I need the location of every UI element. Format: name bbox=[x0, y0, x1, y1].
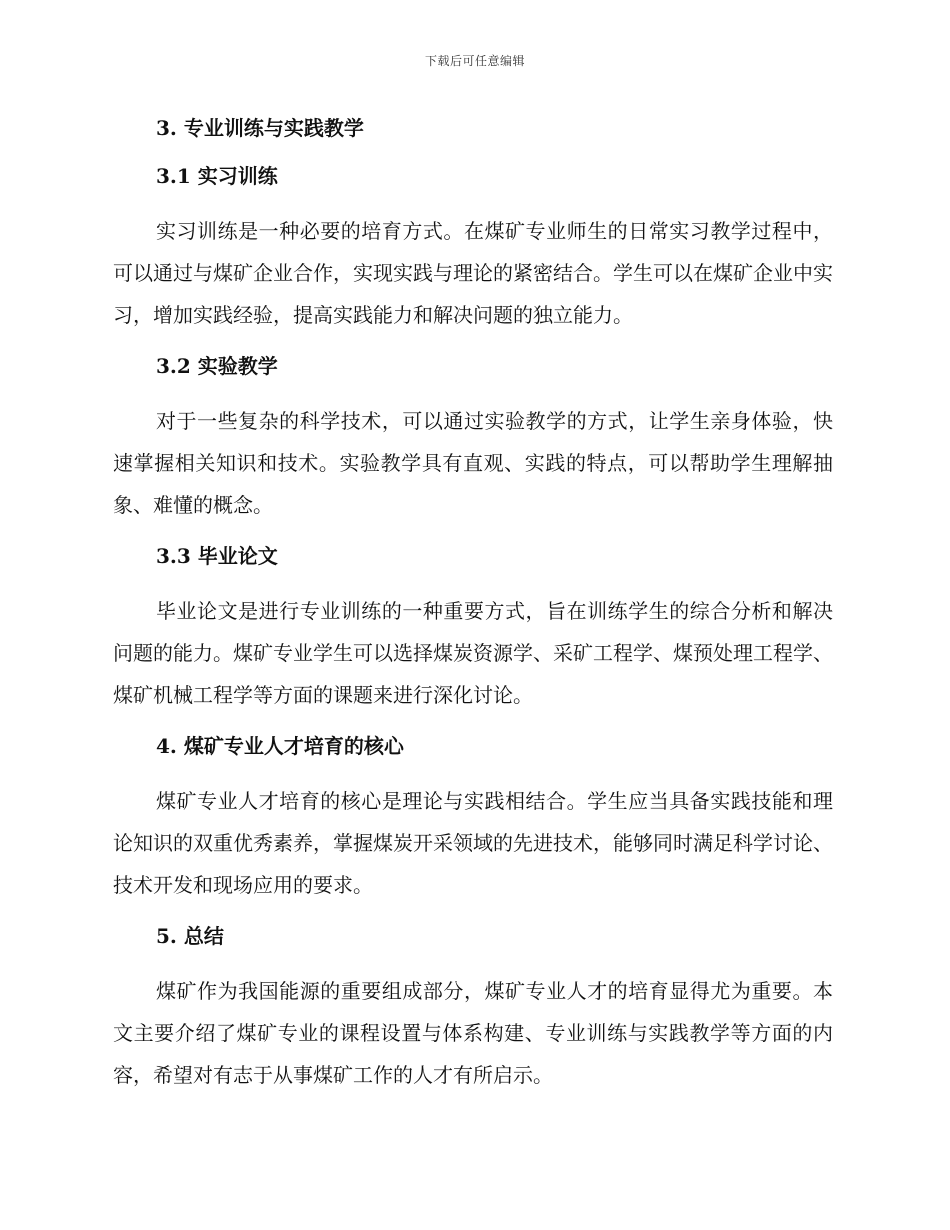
document-body bbox=[113, 108, 833, 1096]
section-heading-3-1: 3.1 实习训练 bbox=[156, 164, 278, 188]
section-paragraph-4: 煤矿专业人才培育的核心是理论与实践相结合。学生应当具备实践技能和理论知识的双重优秀素养，掌握煤炭开采领域的先进技术，能够同时满足科学讨论、技术开发和现场应用的要求。 bbox=[113, 789, 833, 897]
section-heading-5: 5. 总结 bbox=[156, 924, 224, 948]
section-heading-4: 4. 煤矿专业人才培育的核心 bbox=[156, 734, 404, 758]
section-heading-3: 3. 专业训练与实践教学 bbox=[156, 116, 364, 140]
section-paragraph-3-3: 毕业论文是进行专业训练的一种重要方式，旨在训练学生的综合分析和解决问题的能力。煤矿专业学生可以选择煤炭资源学、采矿工程学、煤预处理工程学、煤矿机械工程学等方面的课题来进行深化讨论。 bbox=[113, 599, 833, 707]
section-paragraph-5: 煤矿作为我国能源的重要组成部分，煤矿专业人才的培育显得尤为重要。本文主要介绍了煤矿专业的课程设置与体系构建、专业训练与实践教学等方面的内容，希望对有志于从事煤矿工作的人才有所启示。 bbox=[113, 979, 833, 1087]
page-header: 下载后可任意编辑 bbox=[424, 54, 525, 68]
section-paragraph-3-2: 对于一些复杂的科学技术，可以通过实验教学的方式，让学生亲身体验，快速掌握相关知识和技术。实验教学具有直观、实践的特点，可以帮助学生理解抽象、难懂的概念。 bbox=[113, 409, 833, 517]
section-heading-3-3: 3.3 毕业论文 bbox=[156, 544, 278, 568]
section-paragraph-3-1: 实习训练是一种必要的培育方式。在煤矿专业师生的日常实习教学过程中，可以通过与煤矿企业合作，实现实践与理论的紧密结合。学生可以在煤矿企业中实习，增加实践经验，提高实践能力和解决问题的独立能力。 bbox=[113, 219, 833, 327]
section-heading-3-2: 3.2 实验教学 bbox=[156, 354, 278, 378]
